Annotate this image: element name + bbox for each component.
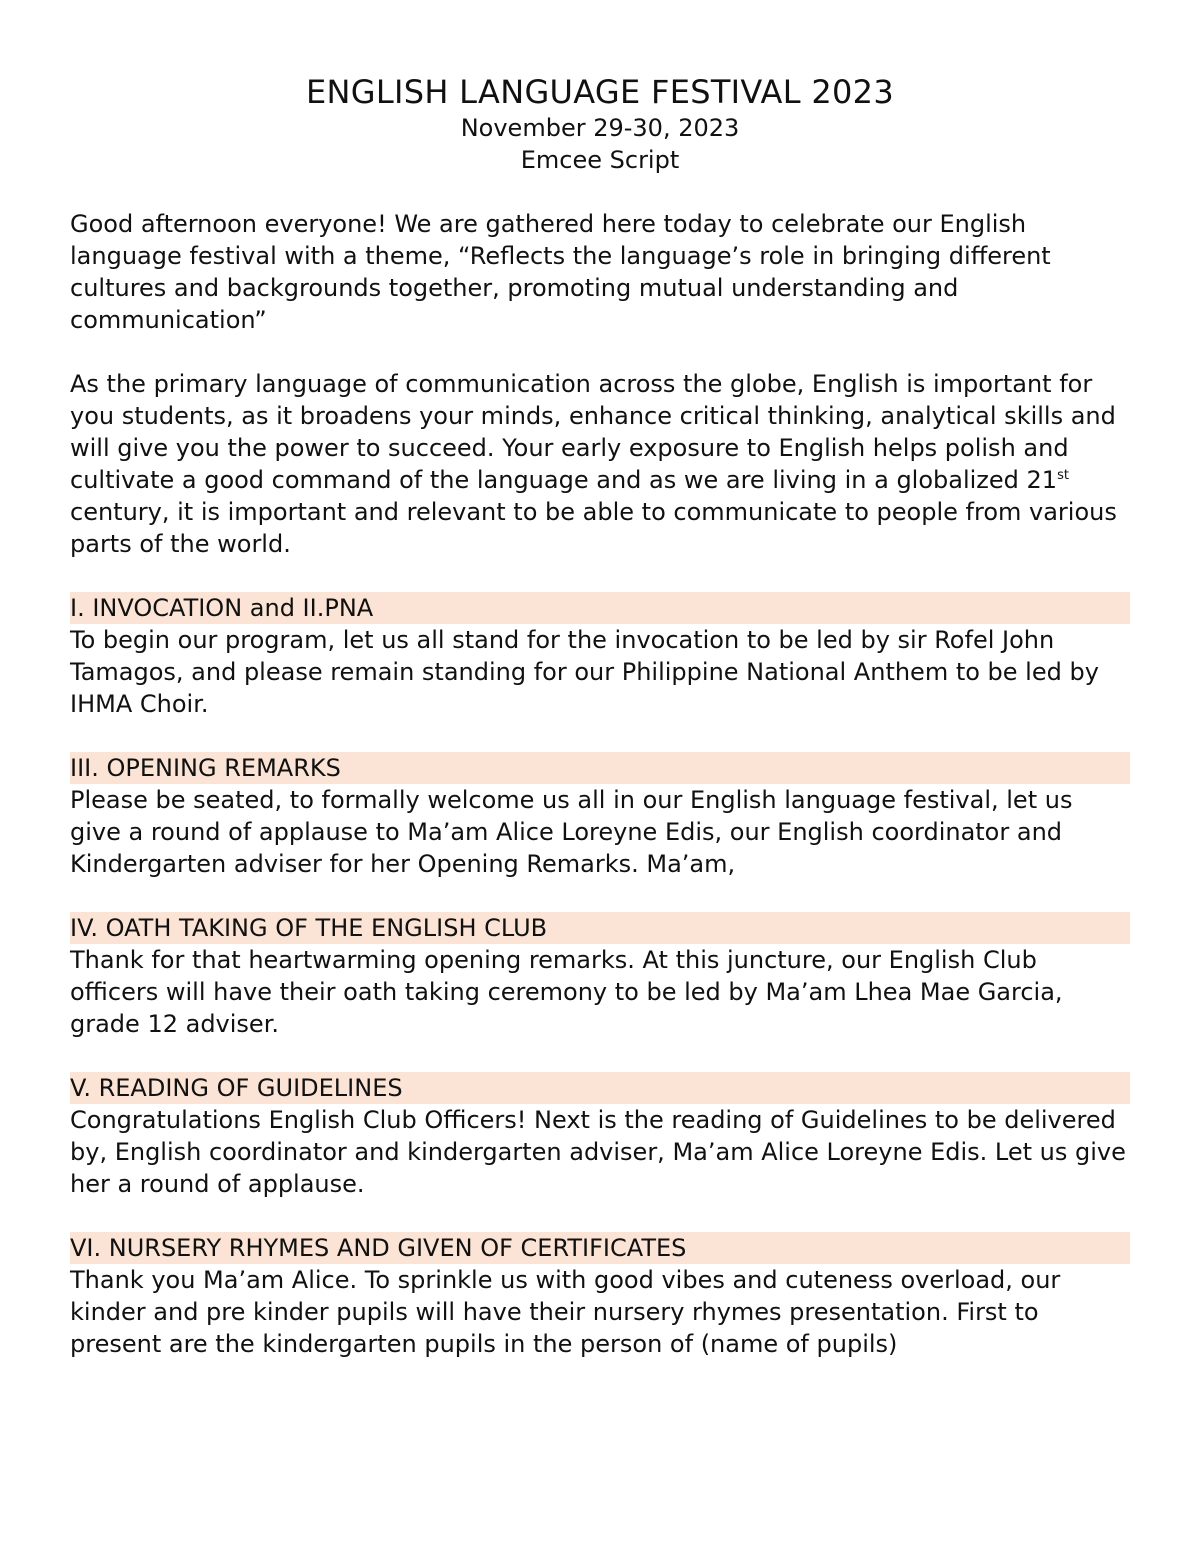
section-body-opening-remarks: Please be seated, to formally welcome us all in our English language festival, let us give a round of applause to Ma’am Alice Loreyne Edis, our English coordinator and Kindergarten adviser for her Opening Remarks. Ma’am, — [70, 786, 1073, 878]
spacer — [70, 880, 1130, 912]
spacer — [70, 720, 1130, 752]
intro-paragraph-2-text-a: As the primary language of communication across the globe, English is important for you students, as it broadens your minds, enhance critical thinking, analytical skills and will give you the power to succeed. Your early exposure to English helps polish and cultivate a good command of the language and as we are living in a globalized 21 — [70, 370, 1116, 494]
section-heading-oath-taking: IV. OATH TAKING OF THE ENGLISH CLUB — [70, 912, 1130, 944]
document-title: ENGLISH LANGUAGE FESTIVAL 2023 — [306, 73, 894, 111]
section-body-invocation: To begin our program, let us all stand for the invocation to be led by sir Rofel John Tamagos, and please remain standing for our Philippine National Anthem to be led by IHMA Choir. — [70, 626, 1099, 718]
spacer — [70, 336, 1130, 368]
spacer — [70, 560, 1130, 592]
section-heading-opening-remarks: III. OPENING REMARKS — [70, 752, 1130, 784]
intro-paragraph-1: Good afternoon everyone! We are gathered here today to celebrate our English language festival with a theme, “Reflects the language’s role in bringing different cultures and backgrounds together, promoting mutual understanding and communication” — [70, 210, 1051, 334]
section-body-oath-taking: Thank for that heartwarming opening remarks. At this juncture, our English Club officers will have their oath taking ceremony to be led by Ma’am Lhea Mae Garcia, grade 12 adviser. — [70, 946, 1063, 1038]
section-heading-nursery-rhymes: VI. NURSERY RHYMES AND GIVEN OF CERTIFICATES — [70, 1232, 1130, 1264]
event-date: November 29-30, 2023 — [460, 114, 740, 142]
document-page — [70, 72, 1130, 1360]
document-subtitle: Emcee Script — [520, 146, 680, 174]
spacer — [70, 176, 1130, 208]
ordinal-superscript: st — [1057, 468, 1069, 483]
section-body-nursery-rhymes: Thank you Ma’am Alice. To sprinkle us with good vibes and cuteness overload, our kinder and pre kinder pupils will have their nursery rhymes presentation. First to present are the kindergarten pupils in the person of (name of pupils) — [70, 1266, 1061, 1358]
spacer — [70, 1200, 1130, 1232]
section-heading-guidelines: V. READING OF GUIDELINES — [70, 1072, 1130, 1104]
spacer — [70, 1040, 1130, 1072]
intro-paragraph-2 — [70, 368, 1130, 560]
section-heading-invocation: I. INVOCATION and II.PNA — [70, 592, 1130, 624]
intro-paragraph-2-text-b: century, it is important and relevant to be able to communicate to people from various parts of the world. — [70, 498, 1117, 558]
section-body-guidelines: Congratulations English Club Officers! Next is the reading of Guidelines to be delivered by, English coordinator and kindergarten adviser, Ma’am Alice Loreyne Edis. Let us give her a round of applause. — [70, 1106, 1126, 1198]
